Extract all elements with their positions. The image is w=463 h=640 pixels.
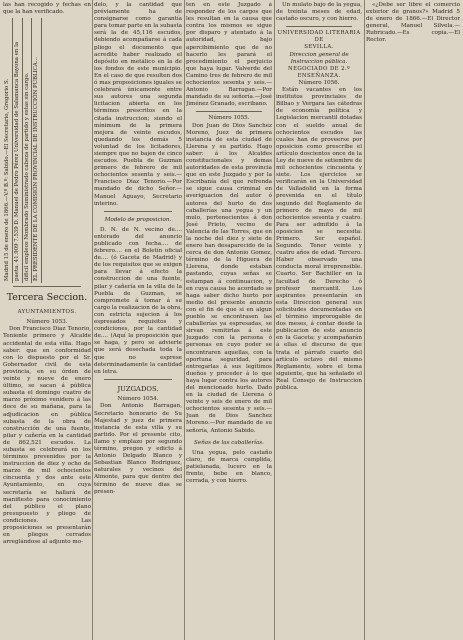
notice-number: Número 1053. [26, 319, 68, 326]
notice-body: ten en este Juzgado á responder de los cargos que les resultan en la causa que contra los mismos se sigue por disparo y atentado á la autoridad, bajo apercibimiento que de no hacerlo les parará el procedimiento el perjuicio que haya lugar. Valverde del Camino tres de febrero de mil ochocientos sesenta y seis.—Antonio Barragan.—Por mandado de su señoría.—José Jiménez Granado, escribano. [186, 2, 272, 108]
notice-body: Don Francisco Diaz Tenorio, Teniente primero y Alcalde accidental de esta villa. Hago saber: que en conformidad con lo dispuesto por el Sr. Gobernador civil de esta provincia, en su órden de veinte y nueve de enero último, se sacan á pública subasta el domingo cuatro de marzo próximo venidero á las doce de su mañana, para la adjudicacion en pública subasta de la obra de construcción de una fuente, pilar y cañería en la cantidad de 862,521 escudos. La subasta se celebrará en los términos prevenidos por la instruccion de diez y ocho de marzo de mil ochocientos cincuenta y dos ante este Ayuntamiento, en cuya secretaría se hallará de manifiesto para conocimiento del público el plano presupuesto y pliego de condiciones. Las proposiciones se presentarán en pliegos cerrados arreglándose al adjunto mo- [3, 326, 91, 546]
notice-number: Número 1056. [298, 79, 340, 86]
section-title: Tercera Seccion. [6, 292, 88, 304]
university-city: SEVILLA. [304, 44, 334, 51]
model-body: D. N. de N. vecino de.... enterado del anuncio publicado con fecha.... de febrero.... en el Boletín oficial de.... (ó Gaceta de Madrid) y de los requisitos que se exigen para llevar á efecto la construccion de una fuente, pilar y cañería en la villa de la Puebla de Guzman, se compromete á tomar á su cargo la realizacion de la obra, con estricta sujecion á los espresados requisitos y condiciones, por la cantidad de.... (Aquí la proposición que se haga, y pero se advierte que será desechada toda la que no esprese determinadamente la cantidad en letra. [94, 226, 182, 375]
divider [196, 111, 262, 112]
rotated-table [3, 18, 91, 283]
column-divider [184, 0, 185, 640]
divider [286, 26, 352, 27]
university-title: UNIVERSIDAD LITERARIA DE [277, 30, 361, 44]
notice-number: Número 1054. [117, 396, 159, 403]
notice-body: Don Juan de Dios Sanchez Moreno, Juez de primera instancia de esta ciudad de Llerena y su partido. Hago saber: á los Alcaldes constitucionales y demas autoridades de esta provincia que en este Juzgado y por la Escribanía del que refrenda se sigue causa criminal en averiguacion del autor ó autores del hurto de dos caballerías una yegua y un mulo, pertenecientes á don José Prieto, vecino de Valencia de las Torres, que en la noche del diez y siete de enero han desaparecido de la cerca de don Antonio Gomez, término de la Higuera de Llerena, donde estaban pastando, cuyas señas se estampan á continuacion, y en cuya causa he acordado se haga saber dicho hurto por medio del presente anuncio con el fin de que si en algun pueblo se encontrasen las caballerías ya espresadas, se sirvan remitirlas á este Juzgado con la persona ó personas en cuyo poder se encontraren aquellas, con la oportuna seguridad, para entregarlas á sus legítimos dueños y proceder á lo que haya lugar contra los autores del mencionado hurto. Dado en la ciudad de Llerena ó veinte y seis de enero de mil ochocientos sesenta y seis.—Juan de Dios Sanchez Moreno.—Por mandado de su señoría, Antonio Sabido. [186, 122, 272, 434]
rotated-table-block [3, 18, 91, 283]
notice-body: Están vacantes en los institutos provinciales de Bilbao y Vergara las cátedras de economía política y Legislacion mercantil dotadas con el sueldo anual de ochocientos escudos las cuales han de proveerse por oposicion como prescribe el artículo doscientos once de la Ley de nueve de setiembre de mil ochocientos cincuenta y siete. Los ejercicios se verificarán en la Universidad de Valladolid en la forma prevenida en el título segundo del Reglamento de primero de mayo de mil ochocientos sesenta y cuatro. Para ser admitido á la oposicion se necesita: Primero. Ser español. Segundo. Tener veinte y cuatro años de edad. Tercero. Haber observado una conducta moral irreprensible. Cuarto. Ser Bachiller en la facultad de Derecho ó profesor mercantil. Los aspirantes presentarán en esta Direccion general sus solicitudes documentadas en el término improrogable de dos meses, á contar desde la publicacion de este anuncio en la Gaceta; y acompañarán á ellas el discurso de que trata el párrafo cuarto del artículo octavo del mismo Reglamento, sobre el tema siguiente, que ha señalado el Real Consejo de Instruccion pública. [276, 87, 362, 391]
subsection-title: AYUNTAMIENTOS. [17, 309, 77, 316]
notice-number: Número 1055. [208, 115, 250, 122]
column-2 [94, 2, 182, 638]
column-4 [276, 2, 362, 638]
column-divider [274, 0, 275, 640]
column-divider [92, 0, 93, 640]
rotated-row: EL PRESIDENTE DE LA COMISIÓN PROVINCIAL DE INSTRUCCIÓN PÚBLICA... [32, 18, 42, 283]
notice-body: Una yegua, pelo castaño claro, de marca cumplida, patielanada, lucero en la frente, bebe en blanco, cerrada, y con hierro. [186, 449, 272, 485]
notice-body: delo, y la cantidad que préviamente ha de consignarse como garantía para tomar parte en la subasta será la de 45,116 escudos, debiendo acompañarse á cada pliego el documento que acredite haber realizado el depósito en metálico en la de los fondos de este municipio. En el caso de que resulten dos ó mas proposiciones iguales se celebrará únicamente entre sus autores una segunda licitacion abierta en los términos prescritos en la citada instruccion; siendo el mínimum de la primera mejora de veinte escudos, quedando los demás 5 voluntad de los licitadores, siempre que no bajen de cinco escudos. Puebla de Guzman primero de febrero de mil ochocientos sesenta y seis.—Francisco Diaz Tenorio.—Por mandado de dicho Señor.—Manuel Aguayo, Secretario interino. [94, 2, 182, 207]
courts-title: JUZGADOS. [117, 384, 159, 393]
signs-title: Señas de las caballerías. [194, 439, 264, 446]
department-title: NEGOCIADO DE 2.º ENSEÑANZA. [287, 65, 351, 79]
divider [104, 379, 172, 380]
notice-body: «¿Debe ser libre el comercio exterior de granos?» Madrid 5 de enero de 1866.—El Director general, Manuel Silvela.—Rubricado.—Es copia.—El Rector. [366, 2, 460, 44]
column-5 [366, 2, 460, 638]
column-1-top-text: las han recogido y fechas en que la han verificado. [3, 2, 91, 16]
rotated-row: dificil empleos Nombrado Suministrado cabeza de partido y estas sin cargo. [22, 18, 32, 283]
notice-body: Don Antonio Barragan, Secretario honorario de Su Majestad y juez de primera instancia de esta villa y su partido. Por el presente cito, llamo y emplazo por segundo término, pregon y edicto á Antonio Delgado Blanco y Sebastian Blanco Rodriguez, naturales y vecinos del Almonte, para que dentro del término de nueve dias se presen- [94, 403, 182, 495]
rotated-row: paeta. 41.909 7.539 D. Manuel de Pedro Pérez Universidad de Salamanca Bayona en la [12, 18, 22, 283]
column-divider [364, 0, 365, 640]
notice-body: Un mulato bajo de la yegua, de treinta meses de edad, castaño oscuro, y con hierro. [276, 2, 362, 23]
column-3 [186, 2, 272, 638]
model-title: Modelo de proposicion. [104, 216, 172, 223]
divider [104, 211, 172, 212]
column-1 [3, 2, 91, 638]
divider [13, 286, 81, 287]
rotated-row: Madrid 15 de enero de 1866.—V.º B.º: Sabido.—El Secretario, Gregorio S. [3, 18, 12, 283]
direction-title: Direccion general de Instruccion pública. [289, 51, 349, 65]
